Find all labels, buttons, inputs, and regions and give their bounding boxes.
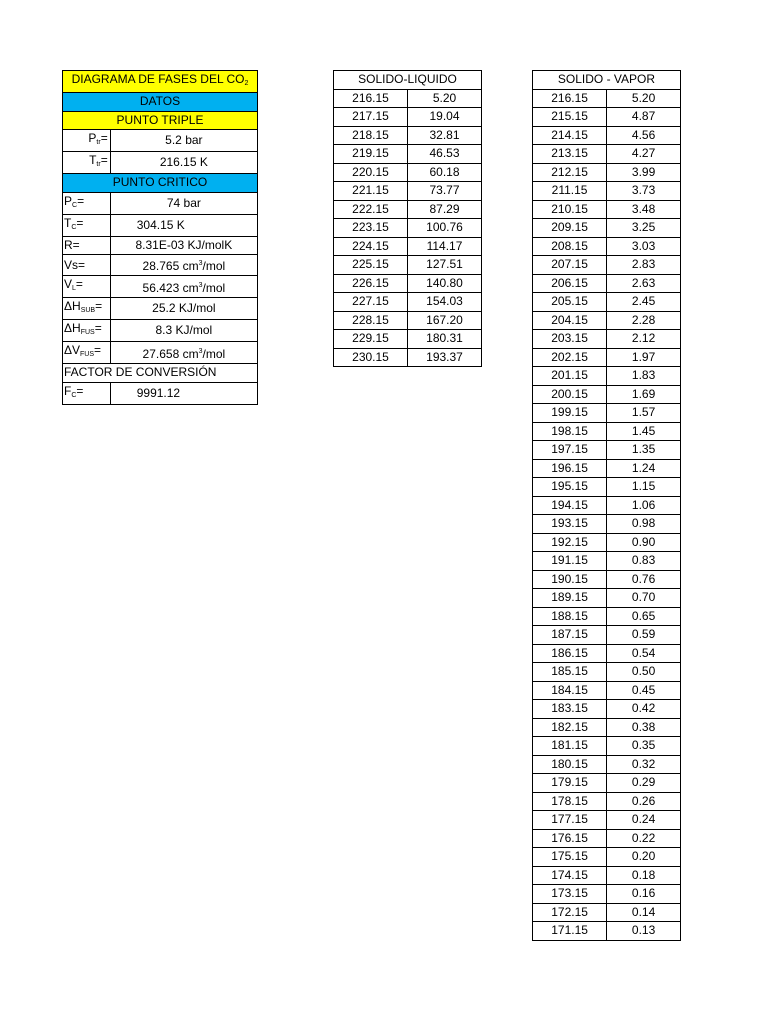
pressure-cell: 0.65 (607, 607, 681, 626)
pressure-cell: 2.45 (607, 293, 681, 312)
properties-table (62, 70, 258, 405)
table-title: DIAGRAMA DE FASES DEL $CO_2$ (63, 71, 258, 93)
pressure-cell: 1.45 (607, 422, 681, 441)
temperature-cell: 181.15 (533, 737, 607, 756)
prop-label: $P_{tr}=$ (63, 130, 111, 152)
table-row (533, 700, 681, 719)
prop-row (63, 320, 258, 342)
table-row (533, 644, 681, 663)
prop-row (63, 276, 258, 298)
pressure-cell: 1.57 (607, 404, 681, 423)
table-row (334, 330, 482, 349)
table-row (334, 126, 482, 145)
temperature-cell: 198.15 (533, 422, 607, 441)
table-row (533, 811, 681, 830)
pressure-cell: 4.27 (607, 145, 681, 164)
table-row (533, 330, 681, 349)
pressure-cell: 46.53 (408, 145, 482, 164)
table-row (533, 311, 681, 330)
pressure-cell: 0.90 (607, 533, 681, 552)
temperature-cell: 202.15 (533, 348, 607, 367)
table-row (533, 145, 681, 164)
table-row (533, 163, 681, 182)
temperature-cell: 214.15 (533, 126, 607, 145)
prop-value: 9991.12 (110, 382, 257, 404)
temperature-cell: 172.15 (533, 903, 607, 922)
prop-row (63, 192, 258, 214)
prop-value: 28.765 $cm^3$/mol (110, 255, 257, 276)
table-row (334, 219, 482, 238)
prop-label: $\Delta H_{SUB}=$ (63, 298, 111, 320)
prop-row (63, 298, 258, 320)
temperature-cell: 226.15 (334, 274, 408, 293)
pressure-cell: 1.97 (607, 348, 681, 367)
pressure-cell: 0.16 (607, 885, 681, 904)
temperature-cell: 175.15 (533, 848, 607, 867)
table-row (533, 108, 681, 127)
pressure-cell: 3.73 (607, 182, 681, 201)
table-row (533, 755, 681, 774)
temperature-cell: 217.15 (334, 108, 408, 127)
table-row (334, 89, 482, 108)
table-row (533, 515, 681, 534)
temperature-cell: 185.15 (533, 663, 607, 682)
temperature-cell: 191.15 (533, 552, 607, 571)
table-row (533, 459, 681, 478)
table-row (533, 441, 681, 460)
temperature-cell: 180.15 (533, 755, 607, 774)
pressure-cell: 1.06 (607, 496, 681, 515)
pressure-cell: 180.31 (408, 330, 482, 349)
temperature-cell: 208.15 (533, 237, 607, 256)
prop-label: $T_C=$ (63, 214, 111, 236)
pressure-cell: 60.18 (408, 163, 482, 182)
prop-label: Vs= (63, 255, 111, 276)
table-row (533, 200, 681, 219)
pressure-cell: 167.20 (408, 311, 482, 330)
temperature-cell: 210.15 (533, 200, 607, 219)
prop-row (63, 382, 258, 404)
pressure-cell: 0.26 (607, 792, 681, 811)
pressure-cell: 3.48 (607, 200, 681, 219)
table-row (533, 219, 681, 238)
solido-liquido-table (333, 70, 482, 367)
table-row (334, 237, 482, 256)
pressure-cell: 4.87 (607, 108, 681, 127)
temperature-cell: 211.15 (533, 182, 607, 201)
temperature-cell: 196.15 (533, 459, 607, 478)
pressure-cell: 127.51 (408, 256, 482, 275)
factor-title: FACTOR DE CONVERSIÓN (63, 364, 258, 383)
pressure-cell: 0.35 (607, 737, 681, 756)
temperature-cell: 219.15 (334, 145, 408, 164)
pressure-cell: 0.18 (607, 866, 681, 885)
temperature-cell: 194.15 (533, 496, 607, 515)
temperature-cell: 178.15 (533, 792, 607, 811)
table-row (533, 681, 681, 700)
pressure-cell: 193.37 (408, 348, 482, 367)
pressure-cell: 1.69 (607, 385, 681, 404)
table-row (334, 348, 482, 367)
temperature-cell: 229.15 (334, 330, 408, 349)
pressure-cell: 0.38 (607, 718, 681, 737)
table-row (334, 145, 482, 164)
table-row (533, 774, 681, 793)
pressure-cell: 0.24 (607, 811, 681, 830)
pressure-cell: 87.29 (408, 200, 482, 219)
solido-liquido-header: SOLIDO-LIQUIDO (334, 71, 482, 90)
prop-row (63, 236, 258, 255)
prop-label: R= (63, 236, 111, 255)
temperature-cell: 171.15 (533, 922, 607, 941)
temperature-cell: 230.15 (334, 348, 408, 367)
prop-label: $P_C=$ (63, 192, 111, 214)
temperature-cell: 186.15 (533, 644, 607, 663)
temperature-cell: 206.15 (533, 274, 607, 293)
temperature-cell: 209.15 (533, 219, 607, 238)
pressure-cell: 0.54 (607, 644, 681, 663)
temperature-cell: 225.15 (334, 256, 408, 275)
punto-triple-header: PUNTO TRIPLE (63, 111, 258, 130)
temperature-cell: 187.15 (533, 626, 607, 645)
temperature-cell: 184.15 (533, 681, 607, 700)
table-row (533, 293, 681, 312)
pressure-cell: 154.03 (408, 293, 482, 312)
pressure-cell: 0.50 (607, 663, 681, 682)
pressure-cell: 0.98 (607, 515, 681, 534)
temperature-cell: 195.15 (533, 478, 607, 497)
temperature-cell: 183.15 (533, 700, 607, 719)
pressure-cell: 0.14 (607, 903, 681, 922)
pressure-cell: 2.63 (607, 274, 681, 293)
prop-row (63, 342, 258, 364)
prop-label: $F_C=$ (63, 382, 111, 404)
pressure-cell: 19.04 (408, 108, 482, 127)
temperature-cell: 216.15 (533, 89, 607, 108)
temperature-cell: 193.15 (533, 515, 607, 534)
temperature-cell: 201.15 (533, 367, 607, 386)
table-row (533, 182, 681, 201)
table-row (533, 404, 681, 423)
prop-value: 8.31E-03 KJ/molK (110, 236, 257, 255)
table-row (533, 348, 681, 367)
table-row (334, 311, 482, 330)
prop-label: $T_{tr}=$ (63, 152, 111, 174)
table-row (533, 367, 681, 386)
table-row (533, 237, 681, 256)
table-row (533, 589, 681, 608)
pressure-cell: 3.25 (607, 219, 681, 238)
pressure-cell: 3.99 (607, 163, 681, 182)
temperature-cell: 212.15 (533, 163, 607, 182)
temperature-cell: 199.15 (533, 404, 607, 423)
prop-row (63, 130, 258, 152)
temperature-cell: 228.15 (334, 311, 408, 330)
prop-value: 5.2 bar (110, 130, 257, 152)
table-row (533, 607, 681, 626)
temperature-cell: 192.15 (533, 533, 607, 552)
prop-value: 216.15 K (110, 152, 257, 174)
table-row (533, 792, 681, 811)
temperature-cell: 215.15 (533, 108, 607, 127)
pressure-cell: 2.12 (607, 330, 681, 349)
prop-value: 25.2 KJ/mol (110, 298, 257, 320)
table-row (334, 256, 482, 275)
pressure-cell: 0.83 (607, 552, 681, 571)
table-row (533, 737, 681, 756)
temperature-cell: 218.15 (334, 126, 408, 145)
prop-row (63, 152, 258, 174)
datos-header: DATOS (63, 93, 258, 112)
punto-critico-header: PUNTO CRITICO (63, 174, 258, 193)
pressure-cell: 114.17 (408, 237, 482, 256)
temperature-cell: 227.15 (334, 293, 408, 312)
temperature-cell: 216.15 (334, 89, 408, 108)
prop-row (63, 255, 258, 276)
pressure-cell: 2.83 (607, 256, 681, 275)
table-row (334, 182, 482, 201)
table-row (334, 163, 482, 182)
pressure-cell: 5.20 (607, 89, 681, 108)
temperature-cell: 224.15 (334, 237, 408, 256)
temperature-cell: 221.15 (334, 182, 408, 201)
temperature-cell: 203.15 (533, 330, 607, 349)
pressure-cell: 0.29 (607, 774, 681, 793)
prop-row (63, 214, 258, 236)
temperature-cell: 207.15 (533, 256, 607, 275)
table-row (334, 274, 482, 293)
table-row (533, 663, 681, 682)
temperature-cell: 174.15 (533, 866, 607, 885)
pressure-cell: 0.42 (607, 700, 681, 719)
pressure-cell: 0.45 (607, 681, 681, 700)
temperature-cell: 220.15 (334, 163, 408, 182)
table-row (533, 848, 681, 867)
prop-label: $V_L=$ (63, 276, 111, 298)
pressure-cell: 0.59 (607, 626, 681, 645)
pressure-cell: 0.32 (607, 755, 681, 774)
prop-label: $\Delta H_{FUS}=$ (63, 320, 111, 342)
temperature-cell: 204.15 (533, 311, 607, 330)
table-row (533, 385, 681, 404)
solido-vapor-table (532, 70, 681, 941)
pressure-cell: 0.76 (607, 570, 681, 589)
table-row (533, 274, 681, 293)
table-row (533, 422, 681, 441)
prop-value: 27.658 $cm^3$/mol (110, 342, 257, 364)
pressure-cell: 2.28 (607, 311, 681, 330)
table-row (533, 866, 681, 885)
table-row (533, 718, 681, 737)
pressure-cell: 0.13 (607, 922, 681, 941)
pressure-cell: 3.03 (607, 237, 681, 256)
temperature-cell: 188.15 (533, 607, 607, 626)
temperature-cell: 200.15 (533, 385, 607, 404)
pressure-cell: 32.81 (408, 126, 482, 145)
temperature-cell: 173.15 (533, 885, 607, 904)
pressure-cell: 1.15 (607, 478, 681, 497)
table-row (533, 533, 681, 552)
temperature-cell: 205.15 (533, 293, 607, 312)
table-row (533, 89, 681, 108)
table-row (533, 570, 681, 589)
temperature-cell: 177.15 (533, 811, 607, 830)
pressure-cell: 73.77 (408, 182, 482, 201)
temperature-cell: 179.15 (533, 774, 607, 793)
table-row (533, 922, 681, 941)
temperature-cell: 189.15 (533, 589, 607, 608)
pressure-cell: 1.35 (607, 441, 681, 460)
prop-label: $\Delta V_{FUS}=$ (63, 342, 111, 364)
pressure-cell: 0.70 (607, 589, 681, 608)
pressure-cell: 140.80 (408, 274, 482, 293)
temperature-cell: 213.15 (533, 145, 607, 164)
prop-value: 56.423 $cm^3$/mol (110, 276, 257, 298)
temperature-cell: 190.15 (533, 570, 607, 589)
temperature-cell: 182.15 (533, 718, 607, 737)
temperature-cell: 197.15 (533, 441, 607, 460)
table-row (533, 552, 681, 571)
table-row (533, 829, 681, 848)
table-row (334, 200, 482, 219)
pressure-cell: 0.20 (607, 848, 681, 867)
prop-value: 304.15 K (110, 214, 257, 236)
pressure-cell: 1.83 (607, 367, 681, 386)
pressure-cell: 4.56 (607, 126, 681, 145)
prop-value: 74 bar (110, 192, 257, 214)
table-row (533, 496, 681, 515)
pressure-cell: 1.24 (607, 459, 681, 478)
temperature-cell: 222.15 (334, 200, 408, 219)
table-row (533, 256, 681, 275)
pressure-cell: 5.20 (408, 89, 482, 108)
table-row (334, 293, 482, 312)
prop-value: 8.3 KJ/mol (110, 320, 257, 342)
temperature-cell: 223.15 (334, 219, 408, 238)
table-row (533, 126, 681, 145)
table-row (533, 626, 681, 645)
table-row (533, 885, 681, 904)
table-row (334, 108, 482, 127)
temperature-cell: 176.15 (533, 829, 607, 848)
pressure-cell: 100.76 (408, 219, 482, 238)
table-row (533, 478, 681, 497)
table-row (533, 903, 681, 922)
solido-vapor-header: SOLIDO - VAPOR (533, 71, 681, 90)
pressure-cell: 0.22 (607, 829, 681, 848)
